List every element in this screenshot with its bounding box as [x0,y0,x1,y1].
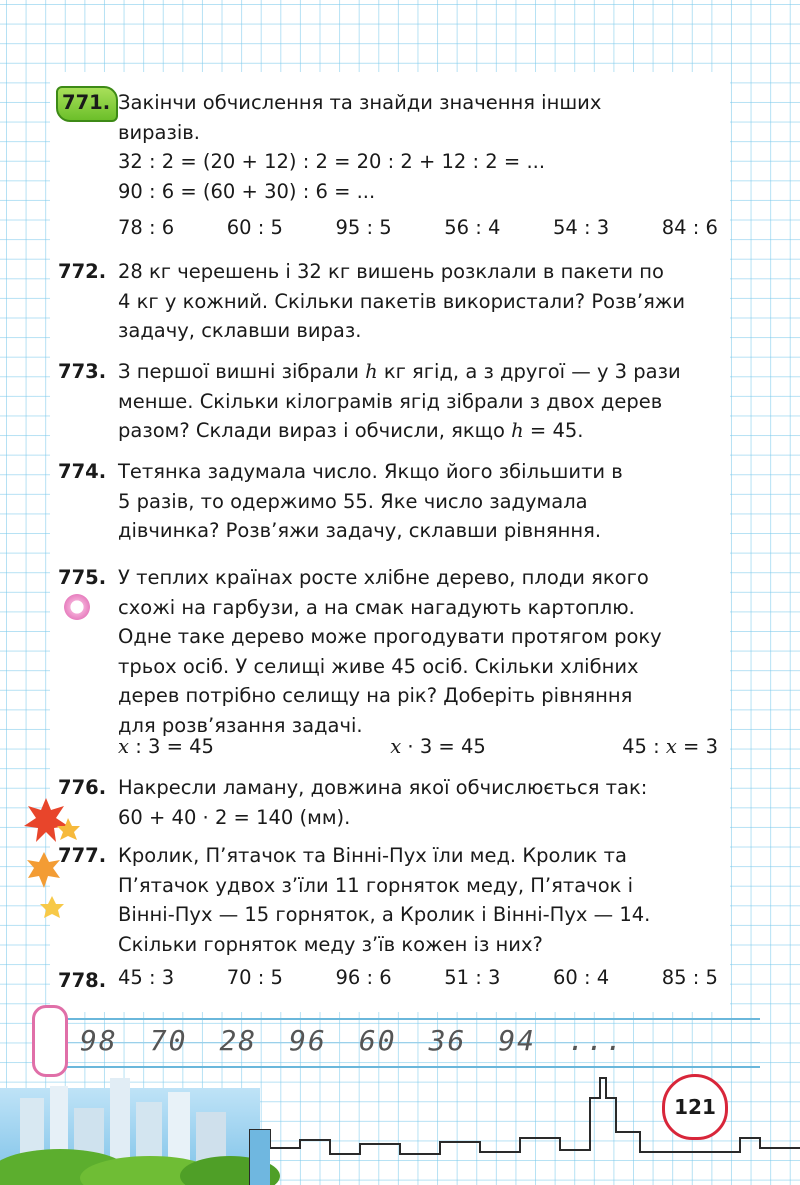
task-775 [58,563,718,740]
task-number: 771. [62,91,111,114]
variable: x [118,735,129,758]
task-text-line: 5 разів, то одержимо 55. Яке число задумала [118,489,588,513]
expression: 51 : 3 [444,966,501,989]
text-part: = 3 [676,735,718,758]
expression: 56 : 4 [444,216,501,239]
equation: 32 : 2 = (20 + 12) : 2 = 20 : 2 + 12 : 2 = ... [118,150,546,173]
expression: 95 : 5 [335,216,392,239]
task-text-line: виразів. [118,120,200,144]
handwritten-number: 98 [80,1024,118,1057]
task-text-line [118,416,718,446]
task-number: 774. [58,460,107,483]
task-771 [58,88,718,206]
task-number: 776. [58,776,107,799]
task-text-line: Скільки горняток меду з’їв кожен із них? [118,932,543,956]
handwritten-number: ... [568,1024,625,1057]
handwritten-number: 70 [149,1024,188,1057]
page-number-apple [662,1074,728,1140]
handwritten-number: 96 [289,1024,327,1057]
task-text-line: задачу, склавши вираз. [118,319,362,342]
task-text-line: 28 кг черешень і 32 кг вишень розклали в пакети по [118,260,664,283]
expression-row-771 [118,216,718,239]
variable: x [390,735,402,758]
task-text-line: Одне таке дерево може прогодувати протягом року [118,625,662,648]
task-text-line: Кролик, П’ятачок та Вінні-Пух їли мед. Кролик та [118,844,627,867]
equation [622,735,718,758]
task-text-line: Накресли ламану, довжина якої обчислюється так: [118,776,648,799]
handwritten-number: 28 [219,1024,258,1057]
expression: 96 : 6 [335,966,392,989]
task-number: 777. [58,844,107,867]
task-number: 778. [58,969,107,992]
equation [118,735,214,758]
expression: 84 : 6 [661,216,718,239]
equation [390,735,486,758]
text-part: · 3 = 45 [401,735,486,758]
text-part: = 45. [523,419,584,442]
expression: 78 : 6 [118,216,175,239]
text-part: : 3 = 45 [129,735,214,758]
task-text-line: дерев потрібно селищу на рік? Доберіть рівняння [118,684,633,707]
task-text-line: П’ятачок удвох з’їли 11 горняток меду, П’ятачок і [118,873,634,897]
expression: 85 : 5 [661,966,718,989]
task-text-line [118,357,718,387]
task-text-line: Тетянка задумала число. Якщо його збільшити в [118,460,623,483]
text-part: разом? Склади вираз і обчисли, якщо [118,419,512,442]
task-text-line: менше. Скільки кілограмів ягід зібрали з двох дерев [118,389,663,413]
handwritten-number: 94 [498,1024,537,1057]
equation-row-775 [118,735,718,758]
handwriting-lines [40,1018,760,1068]
task-774 [58,457,718,546]
task-777 [58,841,718,959]
expression: 70 : 5 [226,966,283,989]
page-number: 121 [674,1095,716,1119]
task-number: 772. [58,260,107,283]
task-text-line: Закінчи обчислення та знайди значення інших [118,91,602,114]
pencil-icon [32,1005,68,1077]
expression: 60 : 4 [553,966,610,989]
handwritten-number: 60 [358,1024,397,1057]
expression: 45 : 3 [118,966,175,989]
task-text-line: 4 кг у кожний. Скільки пакетів використали? Розв’яжи [118,289,686,313]
task-772 [58,257,718,346]
task-776 [58,773,718,832]
handwritten-number: 36 [428,1024,467,1057]
task-text-line: для розв’язання задачі. [118,713,363,737]
variable: h [511,419,524,442]
handwriting-numbers [80,1024,700,1057]
task-text-line: трьох осіб. У селищі живе 45 осіб. Скільки хлібних [118,654,639,678]
task-773 [58,357,718,446]
text-part: 45 : [622,735,666,758]
expression-row-778 [118,966,718,989]
task-text-line: дівчинка? Розв’яжи задачу, склавши рівняння. [118,519,602,542]
task-number: 775. [58,566,107,589]
task-text-line: Вінні-Пух — 15 горняток, а Кролик і Вінні-Пух — 14. [118,903,651,926]
equation: 90 : 6 = (60 + 30) : 6 = ... [118,179,376,203]
expression: 60 : 5 [226,216,283,239]
task-text-line: У теплих країнах росте хлібне дерево, плоди якого [118,566,649,589]
text-part: кг ягід, а з другої — у 3 рази [377,360,681,383]
text-part: З першої вишні зібрали [118,360,366,383]
variable: x [665,735,677,758]
task-number: 773. [58,360,107,383]
task-text-line: схожі на гарбузи, а на смак нагадують картоплю. [118,595,635,619]
task-text-line: 60 + 40 · 2 = 140 (мм). [118,805,351,829]
expression: 54 : 3 [553,216,610,239]
variable: h [365,360,378,383]
